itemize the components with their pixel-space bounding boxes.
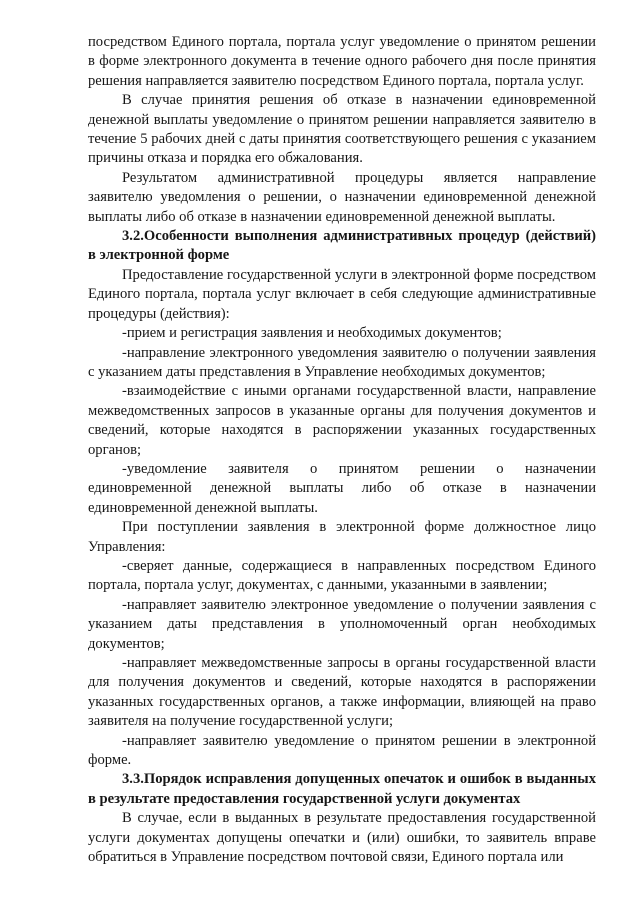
paragraph-2: В случае принятия решения об отказе в назначении единовременной денежной выплаты уведомление о принятом решении направляется заявителю в течение 5 рабочих дней с даты принятия соответствующего решения с указанием причины отказа и порядка его обжалования. xyxy=(88,92,596,167)
paragraph-5: Предоставление государственной услуги в электронной форме посредством Единого портала, портала услуг включает в себя следующие административные процедуры (действия): xyxy=(88,266,596,322)
paragraph-16: В случае, если в выданных в результате предоставления государственной услуги документах допущены опечатки и (или) ошибки, то заявитель вправе обратиться в Управление посредством почтовой связи, Единого портала или xyxy=(88,810,596,866)
section-heading-3-2: 3.2.Особенности выполнения административных процедур (действий) в электронной форме xyxy=(88,228,596,264)
list-item-1: -прием и регистрация заявления и необходимых документов; xyxy=(122,325,502,342)
paragraph-3: Результатом административной процедуры является направление заявителю уведомления о решении, о назначении единовременной денежной выплаты либо об отказе в назначении единовременной денежной выплаты. xyxy=(88,169,596,225)
list-item-7: -направляет межведомственные запросы в органы государственной власти для получения документов и сведений, которые находятся в распоряжении указанных государственных органов, а также информации, влияющей на право заявителя на получение государственной услуги; xyxy=(88,655,596,730)
document-page xyxy=(88,33,596,867)
section-heading-3-3: 3.3.Порядок исправления допущенных опечаток и ошибок в выданных в результате предоставления государственной услуги документах xyxy=(88,771,596,807)
paragraph-1: посредством Единого портала, портала услуг уведомление о принятом решении в форме электронного документа в течение одного рабочего дня после принятия решения направляется заявителю посредством Единого портала, портала услуг. xyxy=(88,34,596,89)
list-item-5: -сверяет данные, содержащиеся в направленных посредством Единого портала, портала услуг, документах, с данными, указанными в заявлении; xyxy=(88,557,596,594)
list-item-6: -направляет заявителю электронное уведомление о получении заявления с указанием даты представления в уполномоченный орган необходимых документов; xyxy=(88,596,596,652)
list-item-3: -взаимодействие с иными органами государственной власти, направление межведомственных запросов в указанные органы для получения документов и сведений, которые находятся в распоряжении указанных государственных органов; xyxy=(88,383,596,458)
paragraph-10: При поступлении заявления в электронной форме должностное лицо Управления: xyxy=(88,519,596,555)
list-item-8: -направляет заявителю уведомление о принятом решении в электронной форме. xyxy=(88,732,596,769)
list-item-4: -уведомление заявителя о принятом решении о назначении единовременной денежной выплаты либо об отказе в назначении единовременной денежной выплаты. xyxy=(88,460,596,516)
list-item-2: -направление электронного уведомления заявителю о получении заявления с указанием даты представления в Управление необходимых документов; xyxy=(88,344,596,380)
